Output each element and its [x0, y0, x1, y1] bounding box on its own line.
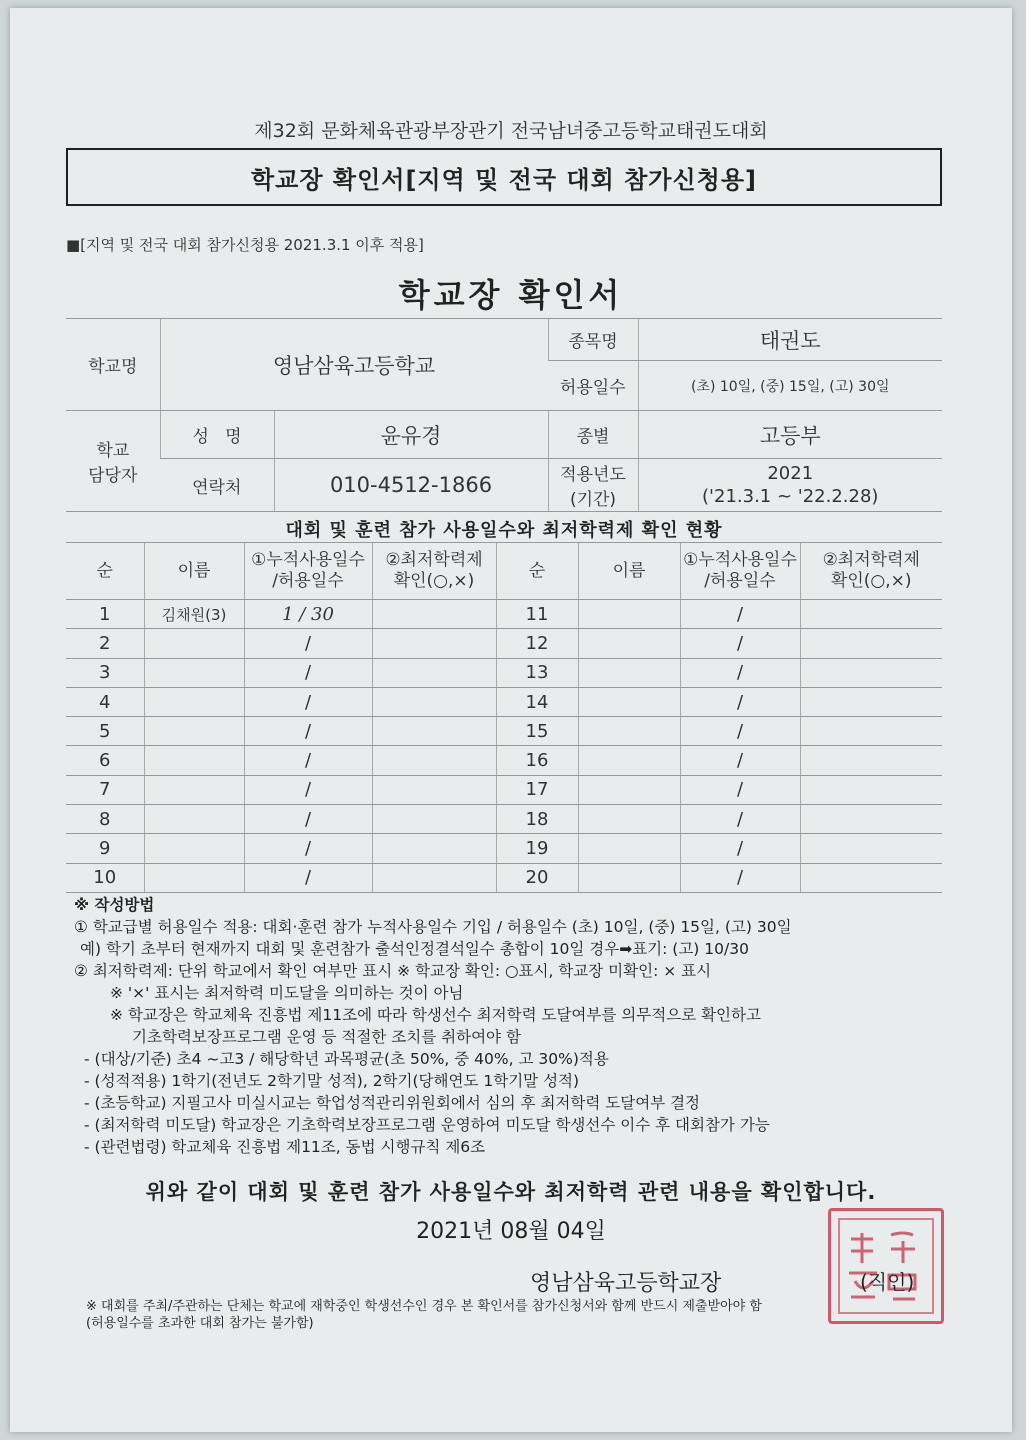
min-academic-check: [800, 863, 942, 892]
row-number: 19: [496, 834, 578, 863]
student-name: [144, 805, 244, 834]
days-used-allowed: /: [680, 600, 800, 629]
min-academic-check: [800, 600, 942, 629]
row-number: 8: [66, 805, 144, 834]
issue-date: 2021년 08월 04일: [416, 1219, 606, 1244]
row-number: 6: [66, 746, 144, 775]
table-row: [66, 687, 942, 716]
row-number: 15: [496, 717, 578, 746]
instruction-line: - (관련법령) 학교체육 진흥법 제11조, 동법 시행규칙 제6조: [84, 1138, 486, 1156]
header-name-right: 이름: [578, 543, 680, 600]
student-name: [144, 863, 244, 892]
student-name: [578, 600, 680, 629]
sport-label: 종목명: [548, 319, 638, 361]
row-number: 13: [496, 658, 578, 687]
student-name: [144, 687, 244, 716]
student-name: [144, 746, 244, 775]
row-number: 17: [496, 775, 578, 804]
header-days-left: [244, 543, 372, 600]
min-academic-check: [372, 687, 496, 716]
row-number: 16: [496, 746, 578, 775]
days-used-allowed: /: [244, 805, 372, 834]
table-row: [66, 658, 942, 687]
min-academic-check: [372, 629, 496, 658]
student-name: [144, 629, 244, 658]
table-row: [66, 863, 942, 892]
form-title: 학교장 확인서[지역 및 전국 대회 참가신청용]: [250, 165, 758, 194]
min-academic-check: [800, 717, 942, 746]
form-note: ■[지역 및 전국 대회 참가신청용 2021.3.1 이후 적용]: [66, 236, 424, 254]
table-row: [66, 775, 942, 804]
student-name: [578, 629, 680, 658]
header-days-line1: ①누적사용일수: [251, 550, 365, 570]
student-name: [578, 805, 680, 834]
header-min-line1: ②최저학력제: [385, 550, 483, 570]
min-academic-check: [800, 805, 942, 834]
min-academic-check: [800, 775, 942, 804]
instructions-heading: ※ 작성방법: [74, 896, 155, 914]
table-row: [66, 834, 942, 863]
year-label: [548, 459, 638, 512]
min-academic-check: [372, 775, 496, 804]
year-label-line1: 적용년도: [560, 465, 626, 485]
header-days-line1: ①누적사용일수: [683, 550, 797, 570]
document-sheet: [10, 8, 1012, 1432]
days-used-allowed: /: [680, 775, 800, 804]
days-used-allowed: /: [680, 863, 800, 892]
header-name-left: 이름: [144, 543, 244, 600]
header-days-line2: /허용일수: [272, 571, 344, 591]
phone-label: 연락처: [160, 459, 274, 512]
student-name: [578, 717, 680, 746]
days-used-allowed: /: [244, 717, 372, 746]
table-row: [66, 717, 942, 746]
principal-name: 영남삼육고등학교장: [530, 1271, 722, 1296]
days-used-allowed: /: [244, 775, 372, 804]
student-name: [578, 687, 680, 716]
min-academic-check: [800, 834, 942, 863]
row-number: 12: [496, 629, 578, 658]
info-table: [66, 318, 942, 512]
confirmation-statement: 위와 같이 대회 및 훈련 참가 사용일수와 최저학력 관련 내용을 확인합니다.: [145, 1180, 877, 1204]
days-used-allowed: /: [680, 658, 800, 687]
min-academic-check: [372, 600, 496, 629]
division-value: 고등부: [638, 411, 942, 459]
instruction-line: ② 최저학력제: 단위 학교에서 확인 여부만 표시 ※ 학교장 확인: ○표시, 학교장 미확인: × 표시: [74, 962, 712, 980]
min-academic-check: [372, 834, 496, 863]
instruction-line: - (대상/기준) 초4 ~고3 / 해당학년 과목평균(초 50%, 중 40%, 고 30%)적용: [84, 1050, 609, 1068]
footnote: [86, 1298, 762, 1332]
days-used-allowed: /: [680, 834, 800, 863]
days-used-allowed: /: [680, 717, 800, 746]
min-academic-check: [372, 717, 496, 746]
header-no-left: 순: [66, 543, 144, 600]
row-number: 5: [66, 717, 144, 746]
year-value-line2: ('21.3.1 ~ '22.2.28): [702, 486, 879, 507]
days-used-allowed: /: [244, 834, 372, 863]
days-used-allowed: /: [244, 863, 372, 892]
header-min-line1: ②최저학력제: [822, 550, 920, 570]
footnote-line2: (허용일수를 초과한 대회 참가는 불가함): [86, 1316, 314, 1331]
row-number: 4: [66, 687, 144, 716]
table-row: [66, 600, 942, 629]
footnote-line1: ※ 대회를 주최/주관하는 단체는 학교에 재학중인 학생선수인 경우 본 확인서를 참가신청서와 함께 반드시 제출받아야 함: [86, 1299, 762, 1314]
row-number: 9: [66, 834, 144, 863]
days-used-allowed: /: [680, 629, 800, 658]
table-row: [66, 805, 942, 834]
school-label: 학교명: [66, 319, 160, 411]
instruction-line: 예) 학기 초부터 현재까지 대회 및 훈련참가 출석인정결석일수 총합이 10일 경우➡표기: (고) 10/30: [80, 940, 749, 958]
min-academic-check: [372, 863, 496, 892]
days-used-allowed: /: [244, 687, 372, 716]
days-used-allowed: /: [244, 746, 372, 775]
student-name: [578, 775, 680, 804]
days-used-allowed: 1 / 30: [244, 600, 372, 629]
min-academic-check: [800, 629, 942, 658]
contact-person-label-line1: 학교: [96, 441, 130, 461]
table-row: [66, 746, 942, 775]
year-value: [638, 459, 942, 512]
header-min-line2: 확인(○,×): [830, 571, 912, 591]
instruction-line: ※ 학교장은 학교체육 진흥법 제11조에 따라 학생선수 최저학력 도달여부를 의무적으로 확인하고: [110, 1006, 761, 1024]
student-name: [578, 863, 680, 892]
min-academic-check: [800, 658, 942, 687]
student-name: [144, 775, 244, 804]
instruction-line: 기초학력보장프로그램 운영 등 적절한 조치를 취하여야 함: [132, 1028, 521, 1046]
days-used-allowed: /: [680, 805, 800, 834]
phone-value: 010-4512-1866: [274, 459, 548, 512]
days-used-allowed: /: [244, 658, 372, 687]
min-academic-check: [372, 805, 496, 834]
name-value: 윤유경: [274, 411, 548, 459]
min-academic-check: [372, 746, 496, 775]
header-min-line2: 확인(○,×): [393, 571, 475, 591]
name-label: 성 명: [160, 411, 274, 459]
allowed-days-value: (초) 10일, (중) 15일, (고) 30일: [638, 361, 942, 411]
instruction-line: - (초등학교) 지필고사 미실시교는 학업성적관리위원회에서 심의 후 최저학력 도달여부 결정: [84, 1094, 701, 1112]
row-number: 7: [66, 775, 144, 804]
row-number: 18: [496, 805, 578, 834]
row-number: 1: [66, 600, 144, 629]
row-number: 11: [496, 600, 578, 629]
contact-person-label: [66, 411, 160, 512]
min-academic-check: [800, 746, 942, 775]
year-value-line1: 2021: [767, 463, 814, 484]
days-used-allowed: /: [244, 629, 372, 658]
instruction-line: - (성적적용) 1학기(전년도 2학기말 성적), 2학기(당해연도 1학기말 성적): [84, 1072, 580, 1090]
student-name: [144, 717, 244, 746]
row-number: 3: [66, 658, 144, 687]
seal-label: (직인): [860, 1270, 915, 1294]
header-min-left: [372, 543, 496, 600]
header-no-right: 순: [496, 543, 578, 600]
student-name: [144, 658, 244, 687]
allowed-days-label: 허용일수: [548, 361, 638, 411]
contact-person-label-line2: 담당자: [88, 466, 138, 486]
row-number: 20: [496, 863, 578, 892]
page-title: 학교장 확인서: [398, 276, 624, 314]
year-label-line2: (기간): [569, 490, 617, 510]
instruction-line: - (최저학력 미도달) 학교장은 기초학력보장프로그램 운영하여 미도달 학생선수 이수 후 대회참가 가능: [84, 1116, 770, 1134]
student-name: [578, 834, 680, 863]
min-academic-check: [372, 658, 496, 687]
min-academic-check: [800, 687, 942, 716]
student-name: [578, 658, 680, 687]
days-used-allowed: /: [680, 746, 800, 775]
roster-title: 대회 및 훈련 참가 사용일수와 최저학력제 확인 현황: [285, 520, 723, 541]
student-name: [144, 834, 244, 863]
roster-header-row: [66, 543, 942, 600]
instruction-line: ※ '×' 표시는 최저학력 미도달을 의미하는 것이 아님: [110, 984, 464, 1002]
table-row: [66, 629, 942, 658]
school-value: 영남삼육고등학교: [160, 319, 548, 411]
student-name: [578, 746, 680, 775]
header-min-right: [800, 543, 942, 600]
division-label: 종별: [548, 411, 638, 459]
days-used-allowed: /: [680, 687, 800, 716]
instruction-line: ① 학교급별 허용일수 적용: 대회·훈련 참가 누적사용일수 기입 / 허용일수 (초) 10일, (중) 15일, (고) 30일: [74, 918, 792, 936]
header-days-line2: /허용일수: [704, 571, 776, 591]
sport-value: 태권도: [638, 319, 942, 361]
student-name: 김채원(3): [144, 600, 244, 629]
row-number: 14: [496, 687, 578, 716]
roster-body: [66, 600, 942, 893]
roster-table: [66, 542, 942, 893]
writing-instructions: [74, 894, 954, 1158]
event-title: 제32회 문화체육관광부장관기 전국남녀중고등학교태권도대회: [254, 120, 768, 142]
form-title-box: [66, 148, 942, 206]
row-number: 10: [66, 863, 144, 892]
row-number: 2: [66, 629, 144, 658]
header-days-right: [680, 543, 800, 600]
